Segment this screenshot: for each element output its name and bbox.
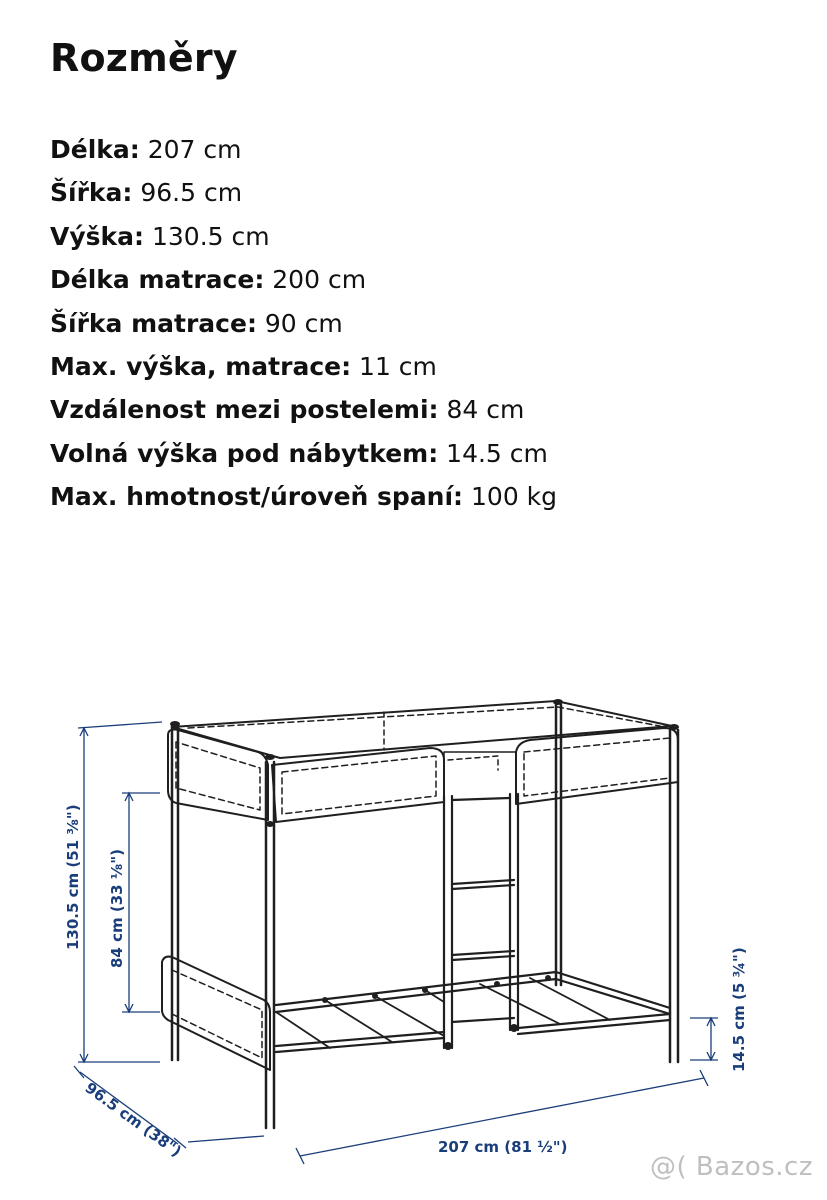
spec-row-mattress-width — [50, 302, 557, 345]
bunk-bed-diagram — [0, 650, 827, 1200]
ladder — [444, 794, 518, 1048]
clearance-label: 14.5 cm (5 ¾") — [730, 947, 748, 1072]
spec-row-mattress-length — [50, 258, 557, 301]
lower-bed-frame — [276, 972, 670, 1052]
length-label: 207 cm (81 ½") — [438, 1138, 568, 1156]
spec-value: 96.5 cm — [140, 178, 243, 208]
spec-label: Délka: — [50, 135, 140, 164]
upper-side-panel-left — [272, 748, 444, 822]
gap-label: 84 cm (33 ⅛") — [108, 849, 126, 968]
spec-label: Šířka: — [50, 178, 133, 208]
spec-row-clearance — [50, 432, 557, 475]
spec-value: 207 cm — [147, 135, 242, 164]
height-label: 130.5 cm (51 ⅜") — [64, 804, 82, 950]
upper-headboard-left — [168, 730, 268, 820]
spec-label: Max. výška, matrace: — [50, 351, 352, 381]
post-caps — [170, 699, 679, 827]
spec-value: 84 cm — [446, 395, 525, 425]
spec-row-bed-distance — [50, 388, 557, 431]
spec-value: 130.5 cm — [151, 221, 270, 251]
spec-label: Max. hmotnost/úroveň spaní: — [50, 482, 464, 512]
width-label: 96.5 cm (38") — [81, 1078, 185, 1161]
spec-row-mattress-max-height — [50, 345, 557, 388]
spec-value: 100 kg — [471, 482, 558, 512]
dimension-lines — [74, 722, 718, 1164]
upper-side-panel-right — [516, 728, 678, 804]
spec-label: Výška: — [50, 221, 145, 251]
spec-value: 11 cm — [359, 351, 437, 381]
spec-row-width — [50, 171, 557, 214]
page-title: Rozměry — [50, 36, 238, 80]
spec-value: 200 cm — [272, 265, 367, 295]
spec-row-max-weight — [50, 475, 557, 518]
spec-row-length — [50, 128, 557, 171]
spec-row-height — [50, 215, 557, 258]
spec-value: 90 cm — [264, 308, 343, 338]
spec-label: Volná výška pod nábytkem: — [50, 438, 439, 468]
spec-label: Vzdálenost mezi postelemi: — [50, 395, 439, 425]
watermark: @( Bazos.cz — [650, 1152, 813, 1182]
spec-label: Šířka matrace: — [50, 308, 257, 338]
spec-value: 14.5 cm — [446, 438, 548, 468]
spec-label: Délka matrace: — [50, 265, 265, 295]
spec-list — [50, 128, 557, 519]
